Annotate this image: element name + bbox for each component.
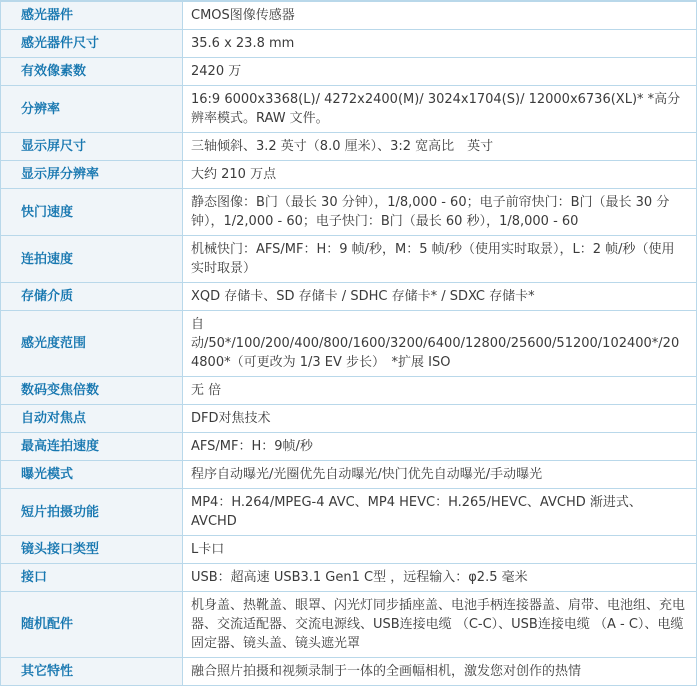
- spec-row: [1, 161, 697, 189]
- spec-label: 数码变焦倍数: [1, 377, 183, 405]
- spec-value: AFS/MF：H：9帧/秒: [183, 433, 697, 461]
- spec-value: 16:9 6000x3368(L)/ 4272x2400(M)/ 3024x1704(S)/ 12000x6736(XL)* *高分辨率模式。RAW 文件。: [183, 86, 697, 133]
- spec-row: [1, 433, 697, 461]
- spec-value: MP4：H.264/MPEG-4 AVC、MP4 HEVC：H.265/HEVC、AVCHD 渐进式、AVCHD: [183, 489, 697, 536]
- spec-label: 连拍速度: [1, 236, 183, 283]
- spec-label: 其它特性: [1, 658, 183, 686]
- spec-row: [1, 189, 697, 236]
- spec-label: 接口: [1, 564, 183, 592]
- spec-row: [1, 311, 697, 377]
- spec-row: [1, 658, 697, 686]
- spec-value: XQD 存储卡、SD 存储卡 / SDHC 存储卡* / SDXC 存储卡*: [183, 283, 697, 311]
- spec-value: 35.6 x 23.8 mm: [183, 30, 697, 58]
- spec-value: USB：超高速 USB3.1 Gen1 C型 ，远程输入：φ2.5 毫米: [183, 564, 697, 592]
- spec-value: 静态图像：B门（最长 30 分钟），1/8,000 - 60；电子前帘快门：B门（最长 30 分钟），1/2,000 - 60；电子快门：B门（最长 60 秒），1/8,000 - 60: [183, 189, 697, 236]
- spec-label: 曝光模式: [1, 461, 183, 489]
- spec-table-body: [1, 1, 697, 686]
- spec-row: [1, 30, 697, 58]
- spec-row: [1, 405, 697, 433]
- spec-row: [1, 592, 697, 658]
- spec-label: 分辨率: [1, 86, 183, 133]
- spec-value: 无 倍: [183, 377, 697, 405]
- spec-value: 机身盖、热靴盖、眼罩、闪光灯同步插座盖、电池手柄连接器盖、肩带、电池组、充电器、交流适配器、交流电源线、USB连接电缆 （C-C）、USB连接电缆 （A - C）、电缆固定器、镜头盖、镜头遮光罩: [183, 592, 697, 658]
- spec-row: [1, 461, 697, 489]
- spec-value: 融合照片拍摄和视频录制于一体的全画幅相机，激发您对创作的热情: [183, 658, 697, 686]
- spec-value: 程序自动曝光/光圈优先自动曝光/快门优先自动曝光/手动曝光: [183, 461, 697, 489]
- spec-label: 有效像素数: [1, 58, 183, 86]
- spec-label: 感光器件尺寸: [1, 30, 183, 58]
- spec-row: [1, 133, 697, 161]
- spec-label: 感光度范围: [1, 311, 183, 377]
- spec-value: L卡口: [183, 536, 697, 564]
- spec-label: 镜头接口类型: [1, 536, 183, 564]
- spec-row: [1, 1, 697, 30]
- spec-row: [1, 489, 697, 536]
- spec-label: 自动对焦点: [1, 405, 183, 433]
- spec-label: 短片拍摄功能: [1, 489, 183, 536]
- spec-label: 随机配件: [1, 592, 183, 658]
- spec-label: 存储介质: [1, 283, 183, 311]
- spec-row: [1, 536, 697, 564]
- spec-label: 快门速度: [1, 189, 183, 236]
- spec-value: 自动/50*/100/200/400/800/1600/3200/6400/12800/25600/51200/102400*/204800*（可更改为 1/3 EV 步长） *扩展 ISO: [183, 311, 697, 377]
- spec-label: 显示屏分辨率: [1, 161, 183, 189]
- spec-row: [1, 564, 697, 592]
- spec-row: [1, 283, 697, 311]
- spec-label: 显示屏尺寸: [1, 133, 183, 161]
- spec-value: 大约 210 万点: [183, 161, 697, 189]
- spec-row: [1, 86, 697, 133]
- spec-value: 机械快门：AFS/MF：H：9 帧/秒，M：5 帧/秒（使用实时取景），L：2 帧/秒（使用实时取景）: [183, 236, 697, 283]
- spec-label: 感光器件: [1, 1, 183, 30]
- spec-value: CMOS图像传感器: [183, 1, 697, 30]
- spec-row: [1, 236, 697, 283]
- spec-row: [1, 377, 697, 405]
- spec-value: 2420 万: [183, 58, 697, 86]
- spec-value: 三轴倾斜、3.2 英寸（8.0 厘米）、3:2 宽高比 英寸: [183, 133, 697, 161]
- spec-label: 最高连拍速度: [1, 433, 183, 461]
- spec-row: [1, 58, 697, 86]
- spec-value: DFD对焦技术: [183, 405, 697, 433]
